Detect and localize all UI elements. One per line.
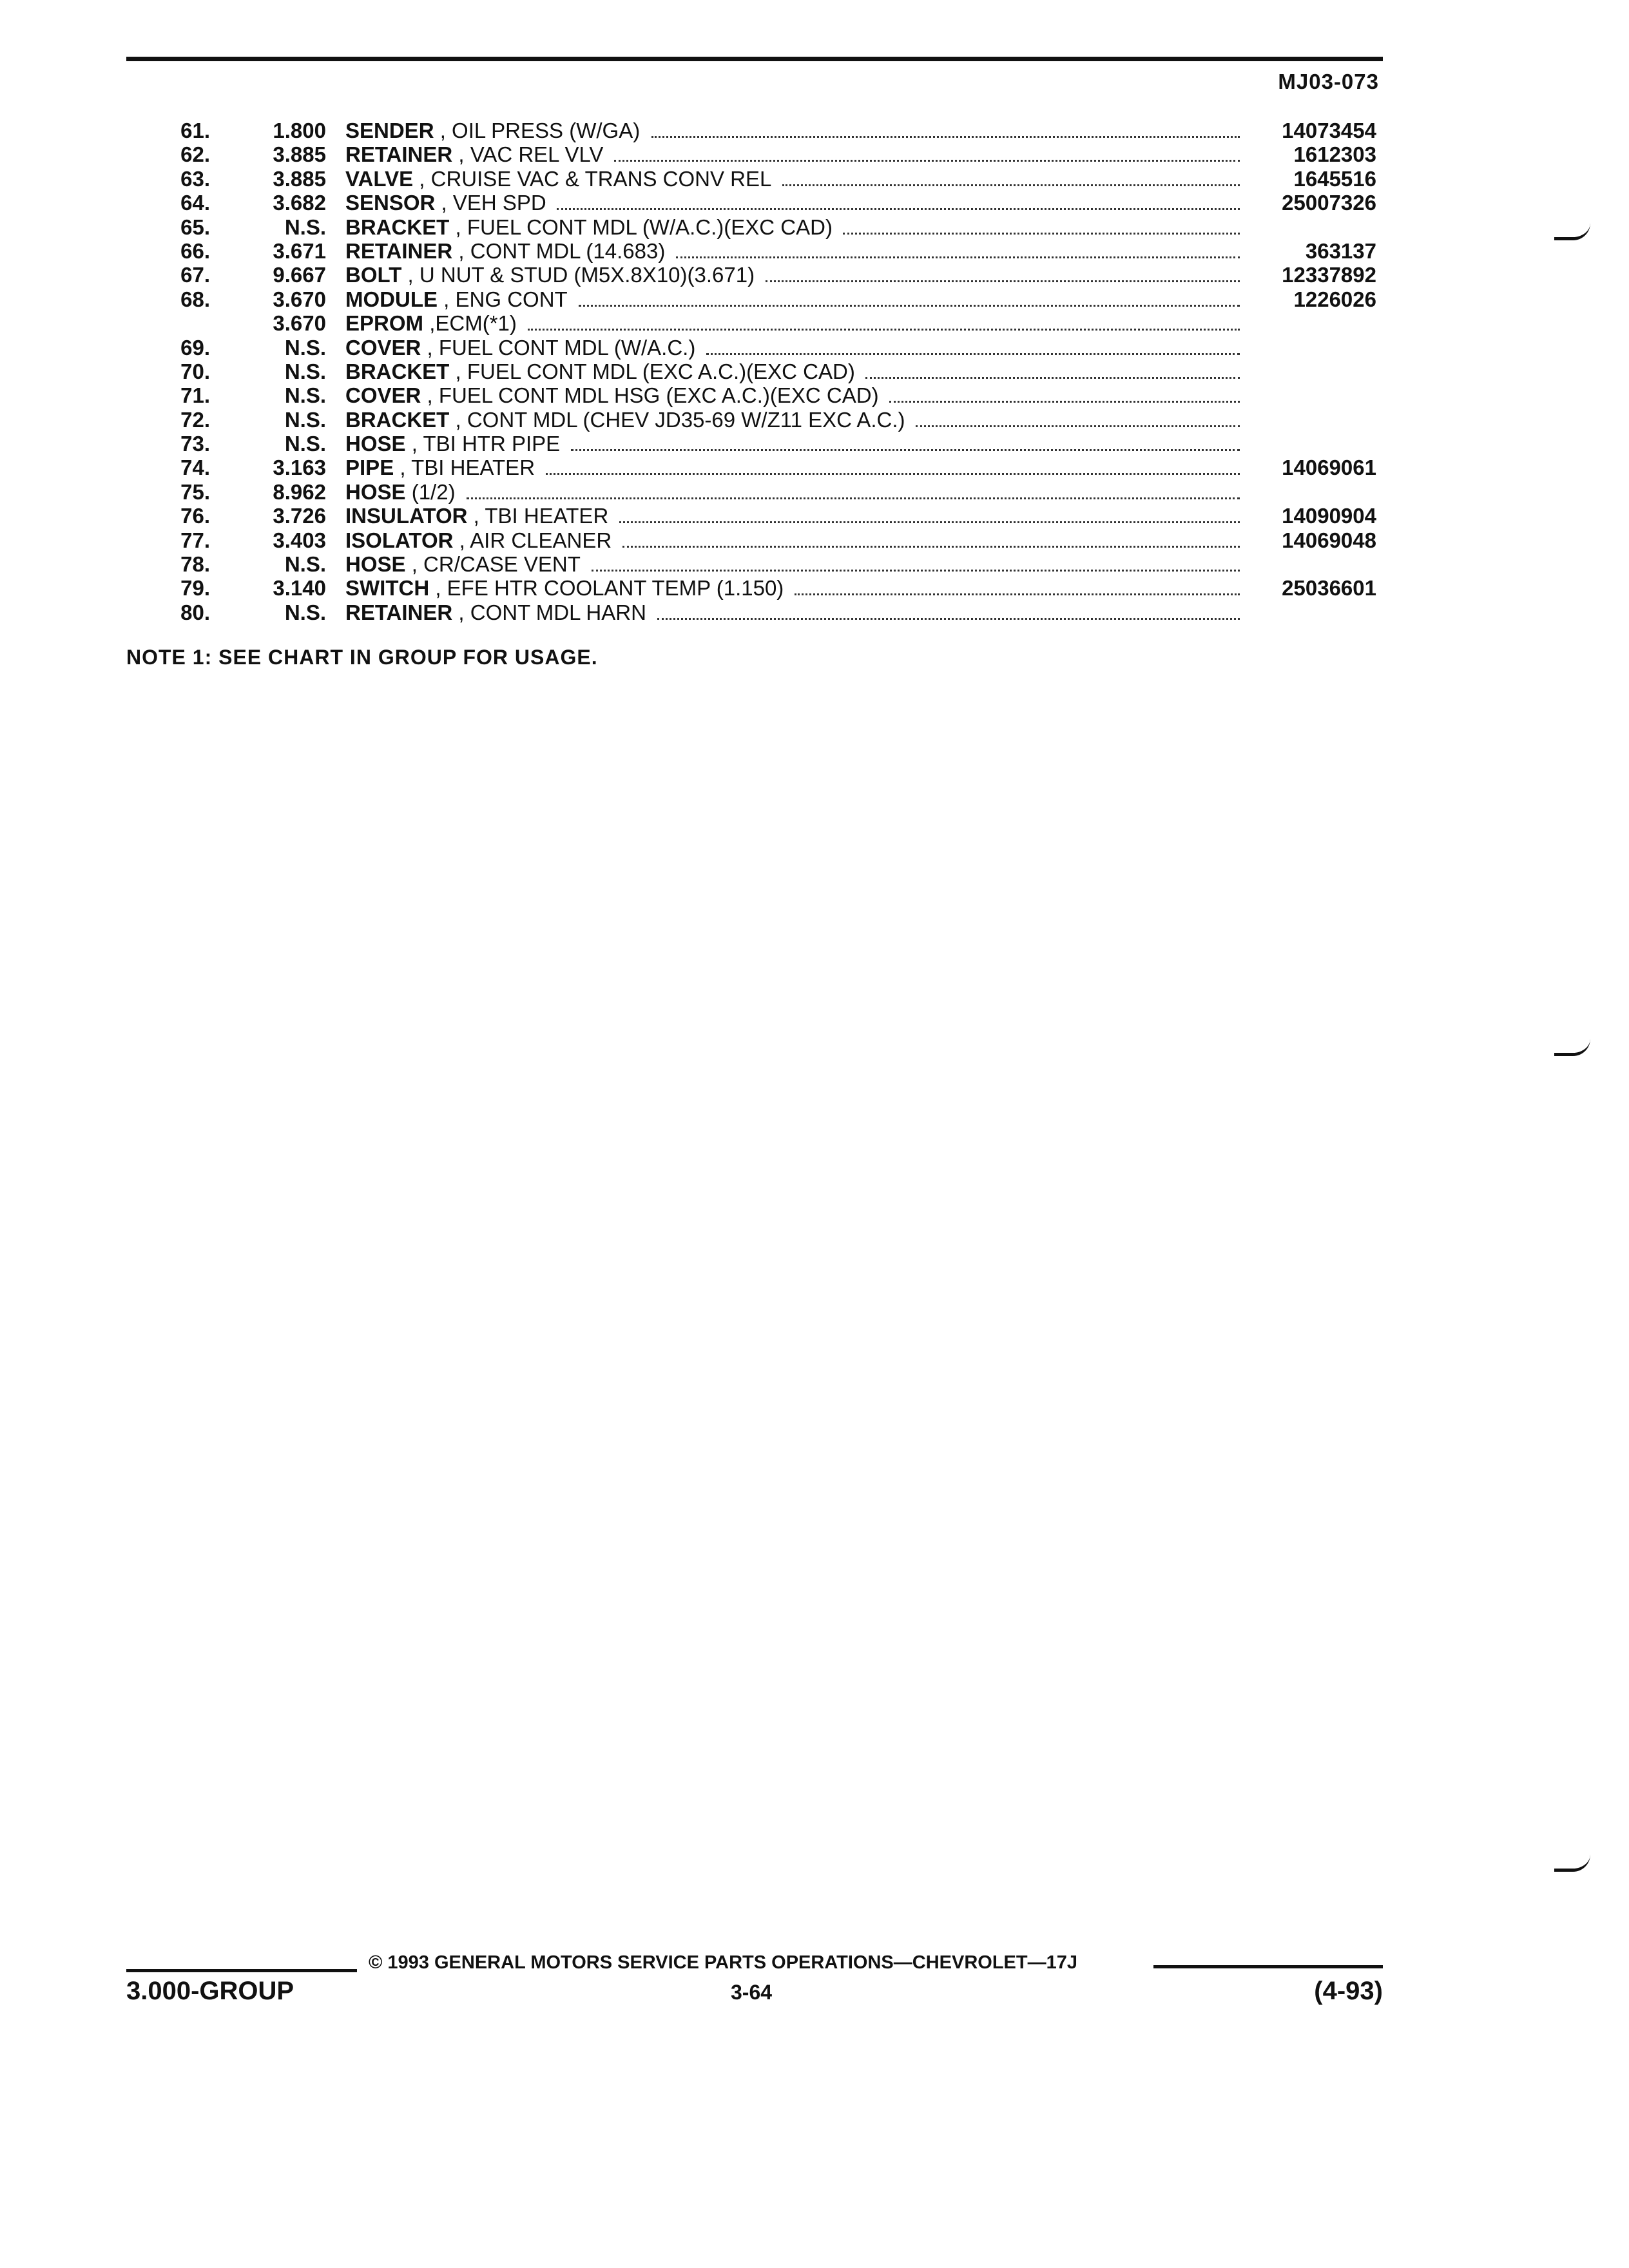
dot-leader bbox=[614, 160, 1240, 162]
reference-number: 8.962 bbox=[273, 479, 326, 504]
dot-leader bbox=[843, 233, 1240, 235]
part-row bbox=[126, 142, 1383, 166]
part-row bbox=[126, 432, 1383, 456]
part-description bbox=[345, 287, 1370, 311]
item-number: 68. bbox=[180, 287, 210, 311]
part-description bbox=[345, 142, 1370, 166]
part-name: COVER bbox=[345, 383, 421, 408]
part-number: 14069061 bbox=[1282, 456, 1376, 480]
part-description bbox=[345, 215, 1370, 239]
part-description bbox=[345, 239, 1370, 263]
reference-number: N.S. bbox=[284, 552, 326, 577]
part-description bbox=[345, 336, 1370, 360]
part-row bbox=[126, 504, 1383, 528]
dot-leader bbox=[622, 546, 1240, 548]
reference-number: N.S. bbox=[284, 407, 326, 432]
part-name: BRACKET bbox=[345, 215, 450, 239]
part-description bbox=[345, 552, 1370, 576]
dot-leader bbox=[557, 208, 1240, 210]
dot-leader bbox=[546, 473, 1240, 475]
reference-number: 3.671 bbox=[273, 238, 326, 263]
dot-leader bbox=[782, 184, 1240, 186]
part-number: 14090904 bbox=[1282, 504, 1376, 528]
part-description bbox=[345, 191, 1370, 215]
part-detail: , FUEL CONT MDL (EXC A.C.)(EXC CAD) bbox=[455, 359, 855, 383]
part-description bbox=[345, 576, 1370, 600]
part-row bbox=[126, 215, 1383, 239]
part-name: MODULE bbox=[345, 287, 438, 311]
part-description bbox=[345, 601, 1370, 624]
item-number: 67. bbox=[180, 263, 210, 287]
item-number: 80. bbox=[180, 600, 210, 624]
reference-number: 3.140 bbox=[273, 576, 326, 601]
copyright-notice: © 1993 GENERAL MOTORS SERVICE PARTS OPERATIONS—CHEVROLET—17J bbox=[369, 1952, 1077, 1973]
reference-number: 3.670 bbox=[273, 311, 326, 336]
part-name: BOLT bbox=[345, 263, 402, 287]
part-description bbox=[345, 167, 1370, 191]
item-number: 78. bbox=[180, 552, 210, 577]
part-row bbox=[126, 408, 1383, 432]
part-name: EPROM bbox=[345, 311, 424, 336]
part-row bbox=[126, 528, 1383, 552]
date-code: (4-93) bbox=[1314, 1977, 1383, 2005]
usage-note: NOTE 1: SEE CHART IN GROUP FOR USAGE. bbox=[126, 646, 598, 669]
item-number: 62. bbox=[180, 142, 210, 167]
item-number: 75. bbox=[180, 479, 210, 504]
part-description bbox=[345, 263, 1370, 287]
part-row bbox=[126, 336, 1383, 360]
reference-number: N.S. bbox=[284, 335, 326, 360]
part-name: SENSOR bbox=[345, 191, 436, 215]
reference-number: 3.163 bbox=[273, 456, 326, 480]
dot-leader bbox=[657, 618, 1240, 620]
reference-number: 3.885 bbox=[273, 142, 326, 167]
part-detail: , OIL PRESS (W/GA) bbox=[439, 119, 641, 142]
part-name: COVER bbox=[345, 335, 421, 360]
reference-number: 3.885 bbox=[273, 166, 326, 191]
part-row bbox=[126, 119, 1383, 142]
dot-leader bbox=[706, 353, 1240, 355]
part-number: 14073454 bbox=[1282, 119, 1376, 142]
part-name: SENDER bbox=[345, 119, 434, 142]
dot-leader bbox=[467, 497, 1240, 499]
part-name: SWITCH bbox=[345, 576, 430, 601]
part-number: 25007326 bbox=[1282, 191, 1376, 215]
reference-number: 3.726 bbox=[273, 504, 326, 528]
punch-hole-mark bbox=[1554, 1039, 1590, 1056]
part-number: 1612303 bbox=[1293, 142, 1376, 167]
part-number: 25036601 bbox=[1282, 576, 1376, 601]
dot-leader bbox=[865, 377, 1240, 379]
part-name: RETAINER bbox=[345, 238, 453, 263]
part-name: BRACKET bbox=[345, 359, 450, 383]
part-row bbox=[126, 263, 1383, 287]
part-detail: , VEH SPD bbox=[441, 191, 546, 215]
part-detail: , AIR CLEANER bbox=[459, 528, 612, 552]
part-name: INSULATOR bbox=[345, 504, 468, 528]
group-label: 3.000-GROUP bbox=[126, 1977, 294, 2005]
part-detail: , U NUT & STUD (M5X.8X10)(3.671) bbox=[407, 263, 755, 287]
part-description bbox=[345, 119, 1370, 142]
item-number: 71. bbox=[180, 383, 210, 408]
part-description bbox=[345, 432, 1370, 456]
part-description bbox=[345, 408, 1370, 432]
part-name: HOSE bbox=[345, 552, 406, 577]
document-code: MJ03-073 bbox=[1278, 70, 1379, 93]
page-number: 3-64 bbox=[731, 1981, 773, 2004]
top-rule bbox=[126, 57, 1383, 61]
part-row bbox=[126, 552, 1383, 576]
part-detail: ,ECM(*1) bbox=[429, 311, 517, 336]
item-number: 70. bbox=[180, 359, 210, 383]
reference-number: 1.800 bbox=[273, 119, 326, 142]
part-row bbox=[126, 287, 1383, 311]
item-number: 69. bbox=[180, 335, 210, 360]
item-number: 65. bbox=[180, 215, 210, 239]
footer-rule-right bbox=[1153, 1965, 1383, 1968]
dot-leader bbox=[676, 256, 1240, 258]
part-detail: , VAC REL VLV bbox=[458, 142, 604, 167]
dot-leader bbox=[795, 593, 1240, 595]
footer-rule-left bbox=[126, 1969, 357, 1972]
item-number: 61. bbox=[180, 119, 210, 142]
punch-hole-mark bbox=[1554, 1854, 1590, 1872]
dot-leader bbox=[916, 425, 1240, 427]
reference-number: 3.682 bbox=[273, 191, 326, 215]
part-number: 14069048 bbox=[1282, 528, 1376, 552]
part-name: RETAINER bbox=[345, 600, 453, 624]
item-number: 77. bbox=[180, 528, 210, 552]
part-name: BRACKET bbox=[345, 407, 450, 432]
part-detail: , EFE HTR COOLANT TEMP (1.150) bbox=[435, 576, 784, 601]
part-row bbox=[126, 601, 1383, 624]
item-number: 73. bbox=[180, 432, 210, 456]
dot-leader bbox=[766, 280, 1240, 282]
part-name: PIPE bbox=[345, 456, 394, 480]
part-name: HOSE bbox=[345, 432, 406, 456]
part-detail: , FUEL CONT MDL (W/A.C.)(EXC CAD) bbox=[455, 215, 833, 239]
part-name: VALVE bbox=[345, 166, 414, 191]
reference-number: N.S. bbox=[284, 359, 326, 383]
part-description bbox=[345, 504, 1370, 528]
part-number: 12337892 bbox=[1282, 263, 1376, 287]
part-name: HOSE bbox=[345, 479, 406, 504]
part-detail: , FUEL CONT MDL HSG (EXC A.C.)(EXC CAD) bbox=[427, 383, 879, 408]
part-name: RETAINER bbox=[345, 142, 453, 167]
reference-number: 3.403 bbox=[273, 528, 326, 552]
dot-leader bbox=[571, 449, 1240, 451]
part-detail: , ENG CONT bbox=[443, 287, 568, 311]
part-detail: , CONT MDL HARN bbox=[458, 600, 646, 624]
part-detail: , FUEL CONT MDL (W/A.C.) bbox=[427, 335, 696, 360]
reference-number: N.S. bbox=[284, 600, 326, 624]
reference-number: 3.670 bbox=[273, 287, 326, 311]
reference-number: N.S. bbox=[284, 215, 326, 239]
part-row bbox=[126, 311, 1383, 335]
part-name: ISOLATOR bbox=[345, 528, 454, 552]
part-row bbox=[126, 480, 1383, 504]
part-row bbox=[126, 383, 1383, 407]
item-number: 63. bbox=[180, 166, 210, 191]
part-description bbox=[345, 456, 1370, 479]
part-number: 1226026 bbox=[1293, 287, 1376, 311]
reference-number: N.S. bbox=[284, 432, 326, 456]
parts-list bbox=[126, 119, 1383, 624]
part-row bbox=[126, 456, 1383, 479]
part-row bbox=[126, 576, 1383, 600]
dot-leader bbox=[619, 521, 1240, 523]
item-number: 72. bbox=[180, 407, 210, 432]
part-detail: , CONT MDL (14.683) bbox=[458, 238, 666, 263]
reference-number: 9.667 bbox=[273, 263, 326, 287]
dot-leader bbox=[889, 401, 1240, 403]
part-description bbox=[345, 528, 1370, 552]
reference-number: N.S. bbox=[284, 383, 326, 408]
dot-leader bbox=[528, 329, 1240, 331]
part-detail: , TBI HTR PIPE bbox=[411, 432, 561, 456]
dot-leader bbox=[592, 570, 1240, 572]
part-description bbox=[345, 383, 1370, 407]
part-detail: , CRUISE VAC & TRANS CONV REL bbox=[419, 166, 772, 191]
dot-leader bbox=[579, 305, 1240, 307]
item-number: 79. bbox=[180, 576, 210, 601]
part-row bbox=[126, 239, 1383, 263]
part-row bbox=[126, 167, 1383, 191]
part-number: 1645516 bbox=[1293, 166, 1376, 191]
part-description bbox=[345, 311, 1370, 335]
part-detail: , CR/CASE VENT bbox=[411, 552, 581, 577]
part-detail: (1/2) bbox=[411, 479, 456, 504]
punch-hole-mark bbox=[1554, 223, 1590, 240]
part-number: 363137 bbox=[1305, 238, 1376, 263]
part-row bbox=[126, 191, 1383, 215]
part-detail: , CONT MDL (CHEV JD35-69 W/Z11 EXC A.C.) bbox=[455, 407, 905, 432]
item-number: 66. bbox=[180, 238, 210, 263]
item-number: 74. bbox=[180, 456, 210, 480]
item-number: 76. bbox=[180, 504, 210, 528]
part-description bbox=[345, 480, 1370, 504]
item-number: 64. bbox=[180, 191, 210, 215]
part-row bbox=[126, 360, 1383, 383]
part-description bbox=[345, 360, 1370, 383]
part-detail: , TBI HEATER bbox=[473, 504, 609, 528]
dot-leader bbox=[651, 136, 1240, 138]
part-detail: , TBI HEATER bbox=[400, 456, 535, 480]
